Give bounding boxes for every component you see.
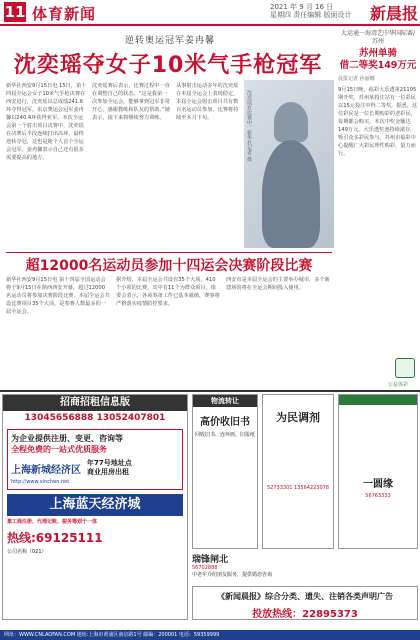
classified-ads-area (0, 390, 420, 640)
recruit-title: 招商招租信息版 (3, 395, 187, 411)
notice-ad (192, 394, 258, 549)
park-tag-2: 商业用房出租 (87, 468, 129, 476)
lead-photo (244, 80, 334, 248)
lead-kicker: 逆转奥运冠军姜冉馨 (124, 36, 215, 46)
hotline: 热线:69125111 (7, 531, 103, 545)
repair-text: 中老年介绍朋友服务，提供婚恋咨询 (192, 572, 273, 578)
repair-ad (192, 552, 334, 582)
athlete-body-shape (262, 140, 320, 248)
wedding-phone: 56763333 (365, 493, 391, 499)
stamp-label: 公益体彩 (388, 382, 409, 388)
notice-tag: 物流转让 (193, 395, 257, 407)
lead-column-3: 从事射击运动多年的沈奕瑶在本届全运会上表现稳定，本届全运会射击项目共有数百名运动员参加，比赛将持续至本月下旬。 (176, 83, 239, 121)
photo-caption: 沈奕瑶在比赛中。新华社记者 摄 (246, 90, 252, 162)
date-line: 2021 年 9 月 16 日 (270, 3, 334, 11)
issue-info (270, 3, 351, 19)
business-line-2: 全程免费的一站式优质服务 (11, 445, 107, 454)
notice-body: 回收旧书、连环画、旧报纸 (195, 432, 256, 438)
side-kicker: 大运通一海湾艺中华国际赛/苏州 (340, 30, 416, 45)
second-column-3: 西安市是本届全运会的主要举办城市，多个新建场馆将在全运会期间投入使用。 (226, 277, 330, 291)
repair-phone: 56702888 (192, 565, 218, 571)
green-ad-strip (339, 395, 417, 405)
park-name: 上海新城经济区 (11, 464, 81, 476)
recruit-phone: 13045656888 13052407801 (24, 413, 166, 423)
business-block (7, 429, 183, 490)
brand-stamp-icon (395, 358, 415, 378)
service-title: 为民调剂 (276, 411, 320, 424)
wedding-title: 一圆缘 (363, 479, 393, 490)
website-link[interactable]: http://www.xinchen.net (11, 479, 70, 485)
lead-column-1: 新华社西安9月15日电 15日，第十四届全运会女子10米气手枪决赛在西安进行，沈奕瑶以总成绩241.6环夺得冠军。东京奥运会冠军姜冉馨以240.4环获得亚军。本次全运会第一个射击项目决赛中，沈奕瑶在决赛后半段连续打出高环，最终逆转夺冠，这也是她个人首个全运会冠军。姜冉馨表示自己还有很多需要提高的地方。 (6, 83, 87, 161)
service-ad (262, 394, 334, 549)
repair-title: 瑞锋闸北 (192, 555, 229, 565)
notice-title: 高价收旧书 (200, 417, 250, 428)
footer-phone: 投放热线：22895373 (252, 609, 358, 620)
green-ad (338, 394, 418, 549)
side-body: 9月15日晚，福彩大乐透第21105期开奖，苏州某投注站有一位彩民以15元投注中得二等奖。据悉，这位彩民是一位长期购彩的老彩民，每期都会购买，本次中奖金额达149万元。大乐透奖池持续滚存，吸引众多彩民参与。苏州市福彩中心提醒广大彩民理性购彩，量力而行。 (338, 87, 418, 157)
law-subtitle: 集工商注册、代理记账、税务筹划于一体 (7, 519, 98, 525)
recruitment-ad (2, 394, 188, 620)
park-tag: 年77号地址点 (87, 459, 132, 467)
divider (6, 252, 332, 253)
page-number: 11 (4, 3, 26, 21)
side-story (338, 30, 418, 391)
side-byline: 晨报记者 孙丽娜 (338, 76, 375, 82)
side-headline: 苏州单骑 借二等奖149万元 (339, 48, 417, 71)
page-masthead (0, 0, 420, 26)
company-name: 公司名称（021） (7, 549, 47, 555)
service-phone: 52733301 13564223078 (266, 485, 330, 491)
lead-column-2: 沈奕瑶赛后表示，比赛过程中一直在调整自己的状态。“这是我第一次参加全运会，能够拿到冠军非常开心，感谢教练和队友的帮助。”她表示，接下来将继续努力训练。 (92, 83, 170, 121)
classified-footer-ad (192, 586, 418, 620)
law-title: 上海蓝天经济城 (7, 494, 183, 516)
bottom-info-bar: 网址：WWW.CNLAOFAN.COM 地址:上海市黄浦区南京路1号 邮编：200001 电话：59359999 (0, 630, 420, 640)
date-line-2: 星期四 责任编辑 版面设计 (270, 11, 352, 19)
footer-note: 《新闻晨报》综合分类、遗失、注销各类声明广告 (217, 592, 393, 601)
athlete-head-shape (274, 102, 308, 142)
second-headline: 超12000名运动员参加十四运会决赛阶段比赛 (25, 258, 313, 274)
business-line-1: 为企业提供注册、变更、咨询等 (11, 434, 123, 443)
second-column-1: 新华社西安9月15日电 第十四届全国运动会将于9月15日在陕西西安开幕，超过12000名运动员将参加决赛阶段比赛。本届全运会共设比赛项目35个大项，是参赛人数最多的一届全运会。 (6, 277, 110, 315)
section-title: 体育新闻 (32, 5, 97, 23)
newspaper-logo: 新晨报 (370, 4, 419, 23)
lead-headline: 沈奕瑶夺女子10米气手枪冠军 (13, 53, 323, 78)
second-column-2: 据介绍，本届全运会共设有35个大项，410个小项的比赛，其中有11个为群众项目。组委会表示，各项筹备工作已基本就绪，赛事将严格落实疫情防控要求。 (116, 277, 220, 307)
